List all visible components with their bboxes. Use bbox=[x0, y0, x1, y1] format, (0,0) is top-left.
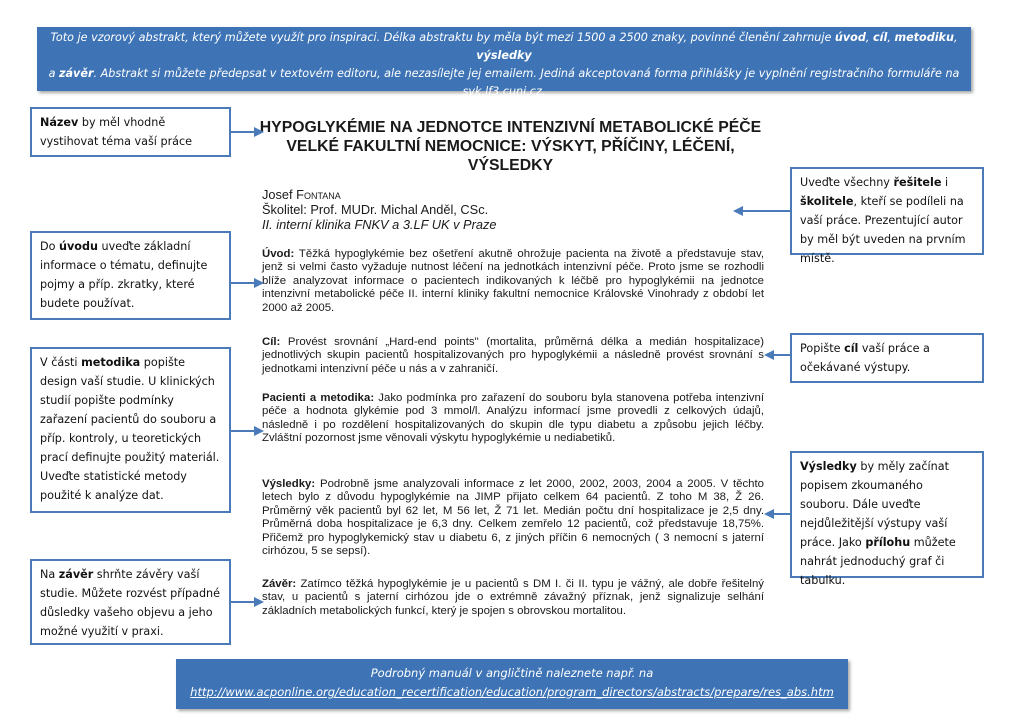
note-bold: metodika bbox=[81, 356, 141, 369]
text-metodika: Jako podmínka pro zařazení do souboru byla stanovena potřeba intenzivní péče a hodnota glykémie pod 3 mmol/l. Analýzu informací jsme provedli z celkových údajů, následně i po rozdělení hospitalizovaných do skupin dle typu diabetu a způsobu jejich léčby. Zvláštní pozornost jsme věnovali výskytu hypoglykémie u nediabetiků. bbox=[262, 392, 764, 445]
author-name bbox=[262, 187, 762, 202]
period: . bbox=[541, 85, 546, 98]
note-bold: přílohu bbox=[865, 536, 911, 549]
note-text: by měl vhodně vystihovat téma vaší práce bbox=[40, 116, 193, 148]
note-resitele bbox=[790, 167, 984, 265]
author-first-name: Josef bbox=[262, 187, 293, 202]
heading-vysledky: Výsledky: bbox=[262, 478, 316, 490]
note-bold: školitele bbox=[800, 195, 854, 208]
note-text: V části bbox=[40, 356, 82, 369]
note-text: uveďte základní informace o tématu, definujte pojmy a příp. zkratky, které budete používat. bbox=[40, 240, 208, 310]
section-uvod bbox=[262, 248, 764, 315]
note-bold: Výsledky bbox=[800, 460, 857, 473]
note-bold: závěr bbox=[58, 568, 94, 581]
note-metodika bbox=[30, 347, 231, 513]
heading-cil: Cíl: bbox=[262, 336, 281, 348]
separator: , bbox=[865, 31, 873, 44]
institution: II. interní klinika FNKV a 3.LF UK v Praze bbox=[262, 217, 497, 232]
note-text: popište design vaší studie. U klinických studií popište podmínky zařazení pacientů do souboru a příp. kontroly, u teoretických prací definujte použitý materiál. Uveďte statistické metody použité k analýze dat. bbox=[40, 356, 220, 502]
note-cil bbox=[790, 333, 984, 383]
note-text: Uveďte všechny bbox=[800, 176, 894, 189]
manual-link[interactable]: http://www.acponline.org/education_recertification/education/program_directors/abstracts/prepare/res_abs.htm bbox=[190, 685, 834, 699]
text-cil: Provést srovnání „Hard-end points" (mortalita, průměrná délka a medián hospitalizace) jednotlivých skupin pacientů hospitalizovaných pro hypoglykémii a následně provést srovnání s jednotkami intenzivní péče u nás a v zahraničí. bbox=[262, 336, 764, 375]
heading-zaver: Závěr: bbox=[262, 578, 297, 590]
note-text: by měly začínat popisem zkoumaného souboru. Dále uveďte nejdůležitější výstupy vaší práce. Jako bbox=[800, 460, 950, 549]
note-text: vaší práce a očekávané výstupy. bbox=[800, 342, 930, 374]
section-cil bbox=[262, 336, 764, 376]
note-text: Do bbox=[40, 240, 60, 253]
note-bold: Název bbox=[40, 116, 79, 129]
keyword-uvod: úvod bbox=[834, 31, 866, 44]
separator: , bbox=[887, 31, 895, 44]
note-bold: cíl bbox=[844, 342, 859, 355]
text-uvod: Těžká hypoglykémie bez ošetření akutně ohrožuje pacienta na životě a představuje stav, jenž si velmi často vyžaduje nutnost léčení na jednotkách intenzivní péče. Proto jsme se rozhodli blíže analyzovat informace o pacientech indikovaných k léčbě pro hypoglykémii na jednotce intenzivní metabolické péče II. interní kliniky fakultní nemocnice Královské Vinohrady z období let 2000 až 2005. bbox=[262, 248, 764, 314]
keyword-metodiku: metodiku bbox=[894, 31, 954, 44]
heading-metodika: Pacienti a metodika: bbox=[262, 392, 375, 404]
note-text: Na bbox=[40, 568, 59, 581]
heading-uvod: Úvod: bbox=[262, 248, 295, 260]
author-block bbox=[262, 187, 762, 232]
footer-banner bbox=[176, 659, 848, 709]
note-text: shrňte závěry vaší studie. Můžete rozvést případné důsledky vašeho objevu a jeho možné využití v praxi. bbox=[40, 568, 221, 638]
author-last-name: Fontana bbox=[296, 187, 341, 202]
text-vysledky: Podrobně jsme analyzovali informace z let 2000, 2002, 2003, 2004 a 2005. V těchto letech bylo z důvodu hypoglykémie na JIMP přijato celkem 64 pacientů. Z toho M 38, Ž 26. Průměrný věk pacientů byl 62 let, M 56 let, Ž 71 let. Medián počtu dní hospitalizace je 2,5 dny. Průměrná doba hospitalizace je 6,3 dny. Celkem zemřelo 12 pacientů, což představuje 18,75%. Přičemž pro hypoglykemický stav u diabetu 6, z jiných příčin 6 nemocných ( 3 nemocní s jaterní cirhózou, 5 se sepsí). bbox=[262, 478, 764, 558]
note-bold: řešitele bbox=[893, 176, 942, 189]
header-text-2: . Abstrakt si můžete předepsat v textovém editoru, ale nezasílejte jej emailem. Jediná akceptovaná forma přihlášky je vyplnění registračního formuláře na bbox=[93, 67, 960, 80]
note-text: , kteří se podíleli na vaší práce. Prezentující autor by měl být uveden na prvním místě. bbox=[800, 195, 966, 265]
keyword-vysledky: výsledky bbox=[476, 49, 532, 62]
text-zaver: Zatímco těžká hypoglykémie je u pacientů s DM I. či II. typu je vážný, ale dobře řešitelný stav, u pacientů s jaterní cirhózou jde o extrémně závažný příznak, jenž signalizuje selhání základních metabolických funkcí, který je spojen s obrovskou mortalitou. bbox=[262, 578, 764, 617]
note-uvod bbox=[30, 231, 231, 320]
note-text: můžete nahrát jednoduchý graf či tabulku. bbox=[800, 536, 956, 587]
supervisor: Školitel: Prof. MUDr. Michal Anděl, CSc. bbox=[262, 202, 489, 217]
section-vysledky bbox=[262, 478, 764, 558]
conjunction: a bbox=[48, 67, 59, 80]
footer-text: Podrobný manuál v angličtině naleznete např. na bbox=[370, 666, 654, 680]
header-text: Toto je vzorový abstrakt, který můžete využít pro inspiraci. Délka abstraktu by měla být mezi 1500 a 2500 znaky, povinné členění zahrnuje bbox=[50, 31, 835, 44]
note-bold: úvodu bbox=[59, 240, 98, 253]
separator: , bbox=[953, 31, 958, 44]
note-vysledky bbox=[790, 451, 984, 587]
abstract-title: HYPOGLYKÉMIE NA JEDNOTCE INTENZIVNÍ METABOLICKÉ PÉČE VELKÉ FAKULTNÍ NEMOCNICE: VÝSKYT, PŘÍČINY, LÉČENÍ, VÝSLEDKY bbox=[259, 119, 762, 174]
note-zaver bbox=[30, 559, 231, 645]
keyword-cil: cíl bbox=[873, 31, 888, 44]
note-nazev bbox=[30, 107, 231, 157]
section-zaver bbox=[262, 578, 764, 618]
note-text: i bbox=[941, 176, 949, 189]
header-banner bbox=[37, 27, 971, 98]
registration-link[interactable]: svk.lf3.cuni.cz bbox=[462, 85, 542, 98]
section-metodika bbox=[262, 392, 764, 446]
keyword-zaver: závěr bbox=[59, 67, 94, 80]
note-text: Popište bbox=[800, 342, 845, 355]
